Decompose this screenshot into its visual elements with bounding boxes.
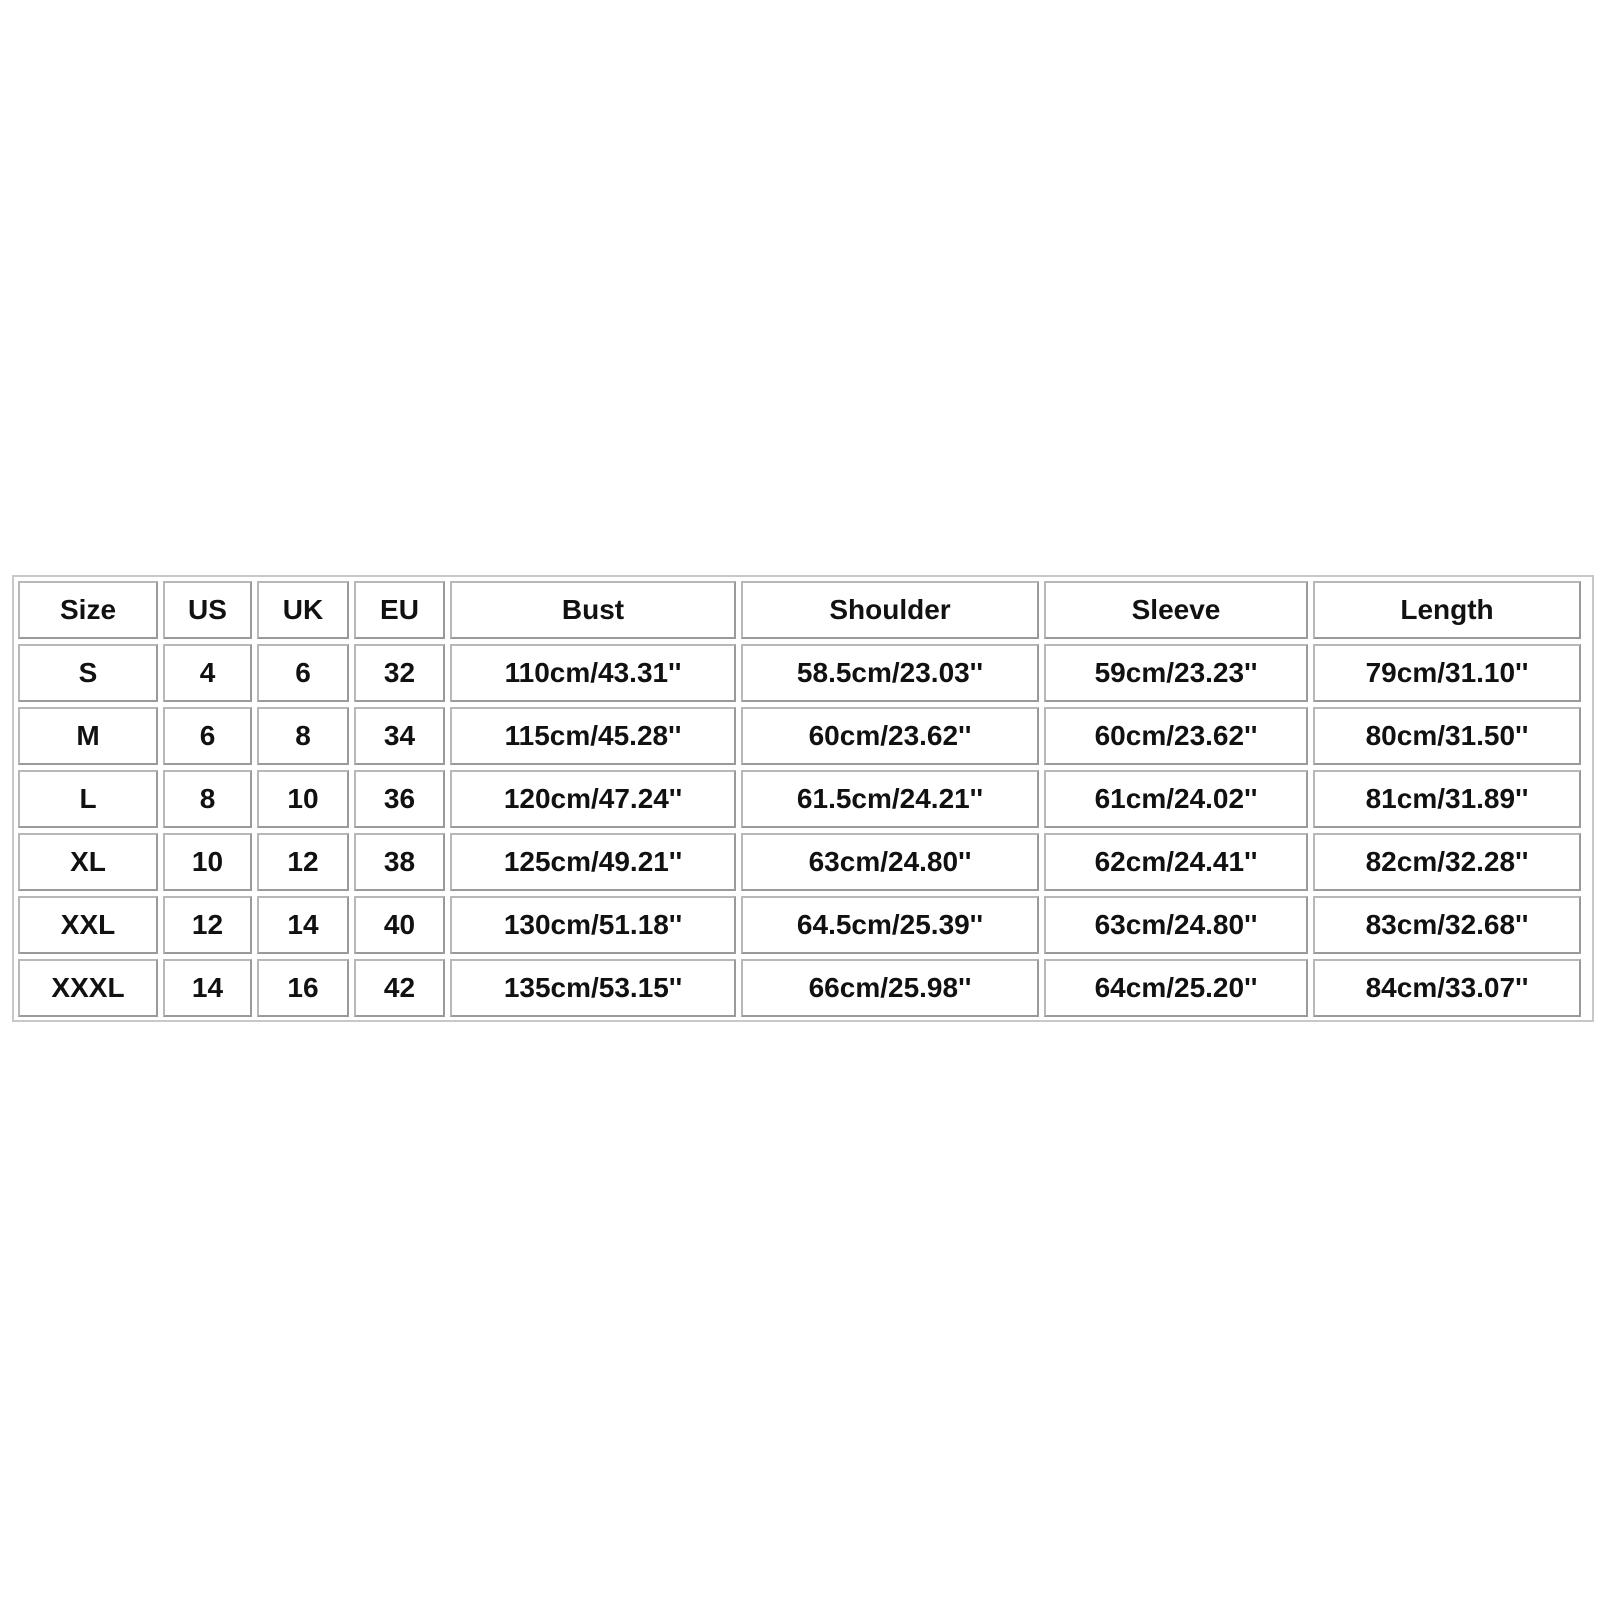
cell-sleeve: 60cm/23.62'' <box>1044 707 1308 765</box>
cell-sleeve: 59cm/23.23'' <box>1044 644 1308 702</box>
cell-shoulder: 63cm/24.80'' <box>741 833 1039 891</box>
cell-shoulder: 60cm/23.62'' <box>741 707 1039 765</box>
header-cell-shoulder: Shoulder <box>741 581 1039 639</box>
table-row <box>18 896 1581 954</box>
table-row <box>18 770 1581 828</box>
cell-us: 14 <box>163 959 252 1017</box>
cell-size: XL <box>18 833 158 891</box>
cell-length: 82cm/32.28'' <box>1313 833 1581 891</box>
cell-eu: 40 <box>354 896 445 954</box>
cell-sleeve: 64cm/25.20'' <box>1044 959 1308 1017</box>
header-cell-bust: Bust <box>450 581 736 639</box>
cell-length: 80cm/31.50'' <box>1313 707 1581 765</box>
cell-shoulder: 66cm/25.98'' <box>741 959 1039 1017</box>
cell-bust: 130cm/51.18'' <box>450 896 736 954</box>
cell-bust: 135cm/53.15'' <box>450 959 736 1017</box>
cell-length: 84cm/33.07'' <box>1313 959 1581 1017</box>
cell-eu: 36 <box>354 770 445 828</box>
cell-size: S <box>18 644 158 702</box>
cell-shoulder: 64.5cm/25.39'' <box>741 896 1039 954</box>
cell-size: XXXL <box>18 959 158 1017</box>
cell-uk: 10 <box>257 770 349 828</box>
cell-us: 8 <box>163 770 252 828</box>
header-cell-us: US <box>163 581 252 639</box>
cell-uk: 6 <box>257 644 349 702</box>
cell-shoulder: 58.5cm/23.03'' <box>741 644 1039 702</box>
cell-sleeve: 61cm/24.02'' <box>1044 770 1308 828</box>
cell-bust: 115cm/45.28'' <box>450 707 736 765</box>
header-cell-eu: EU <box>354 581 445 639</box>
cell-us: 6 <box>163 707 252 765</box>
cell-length: 79cm/31.10'' <box>1313 644 1581 702</box>
table-row <box>18 833 1581 891</box>
size-table <box>13 576 1586 1022</box>
cell-uk: 14 <box>257 896 349 954</box>
cell-size: L <box>18 770 158 828</box>
cell-size: M <box>18 707 158 765</box>
table-row <box>18 644 1581 702</box>
header-cell-uk: UK <box>257 581 349 639</box>
cell-uk: 8 <box>257 707 349 765</box>
cell-us: 4 <box>163 644 252 702</box>
cell-sleeve: 62cm/24.41'' <box>1044 833 1308 891</box>
size-chart <box>12 575 1594 1022</box>
header-cell-length: Length <box>1313 581 1581 639</box>
table-row <box>18 959 1581 1017</box>
cell-us: 10 <box>163 833 252 891</box>
cell-eu: 32 <box>354 644 445 702</box>
table-row <box>18 707 1581 765</box>
cell-length: 81cm/31.89'' <box>1313 770 1581 828</box>
cell-uk: 16 <box>257 959 349 1017</box>
cell-bust: 120cm/47.24'' <box>450 770 736 828</box>
header-row <box>18 581 1581 639</box>
cell-eu: 42 <box>354 959 445 1017</box>
cell-eu: 38 <box>354 833 445 891</box>
cell-bust: 125cm/49.21'' <box>450 833 736 891</box>
cell-shoulder: 61.5cm/24.21'' <box>741 770 1039 828</box>
cell-eu: 34 <box>354 707 445 765</box>
cell-sleeve: 63cm/24.80'' <box>1044 896 1308 954</box>
cell-bust: 110cm/43.31'' <box>450 644 736 702</box>
cell-us: 12 <box>163 896 252 954</box>
header-cell-sleeve: Sleeve <box>1044 581 1308 639</box>
cell-length: 83cm/32.68'' <box>1313 896 1581 954</box>
cell-size: XXL <box>18 896 158 954</box>
header-cell-size: Size <box>18 581 158 639</box>
cell-uk: 12 <box>257 833 349 891</box>
